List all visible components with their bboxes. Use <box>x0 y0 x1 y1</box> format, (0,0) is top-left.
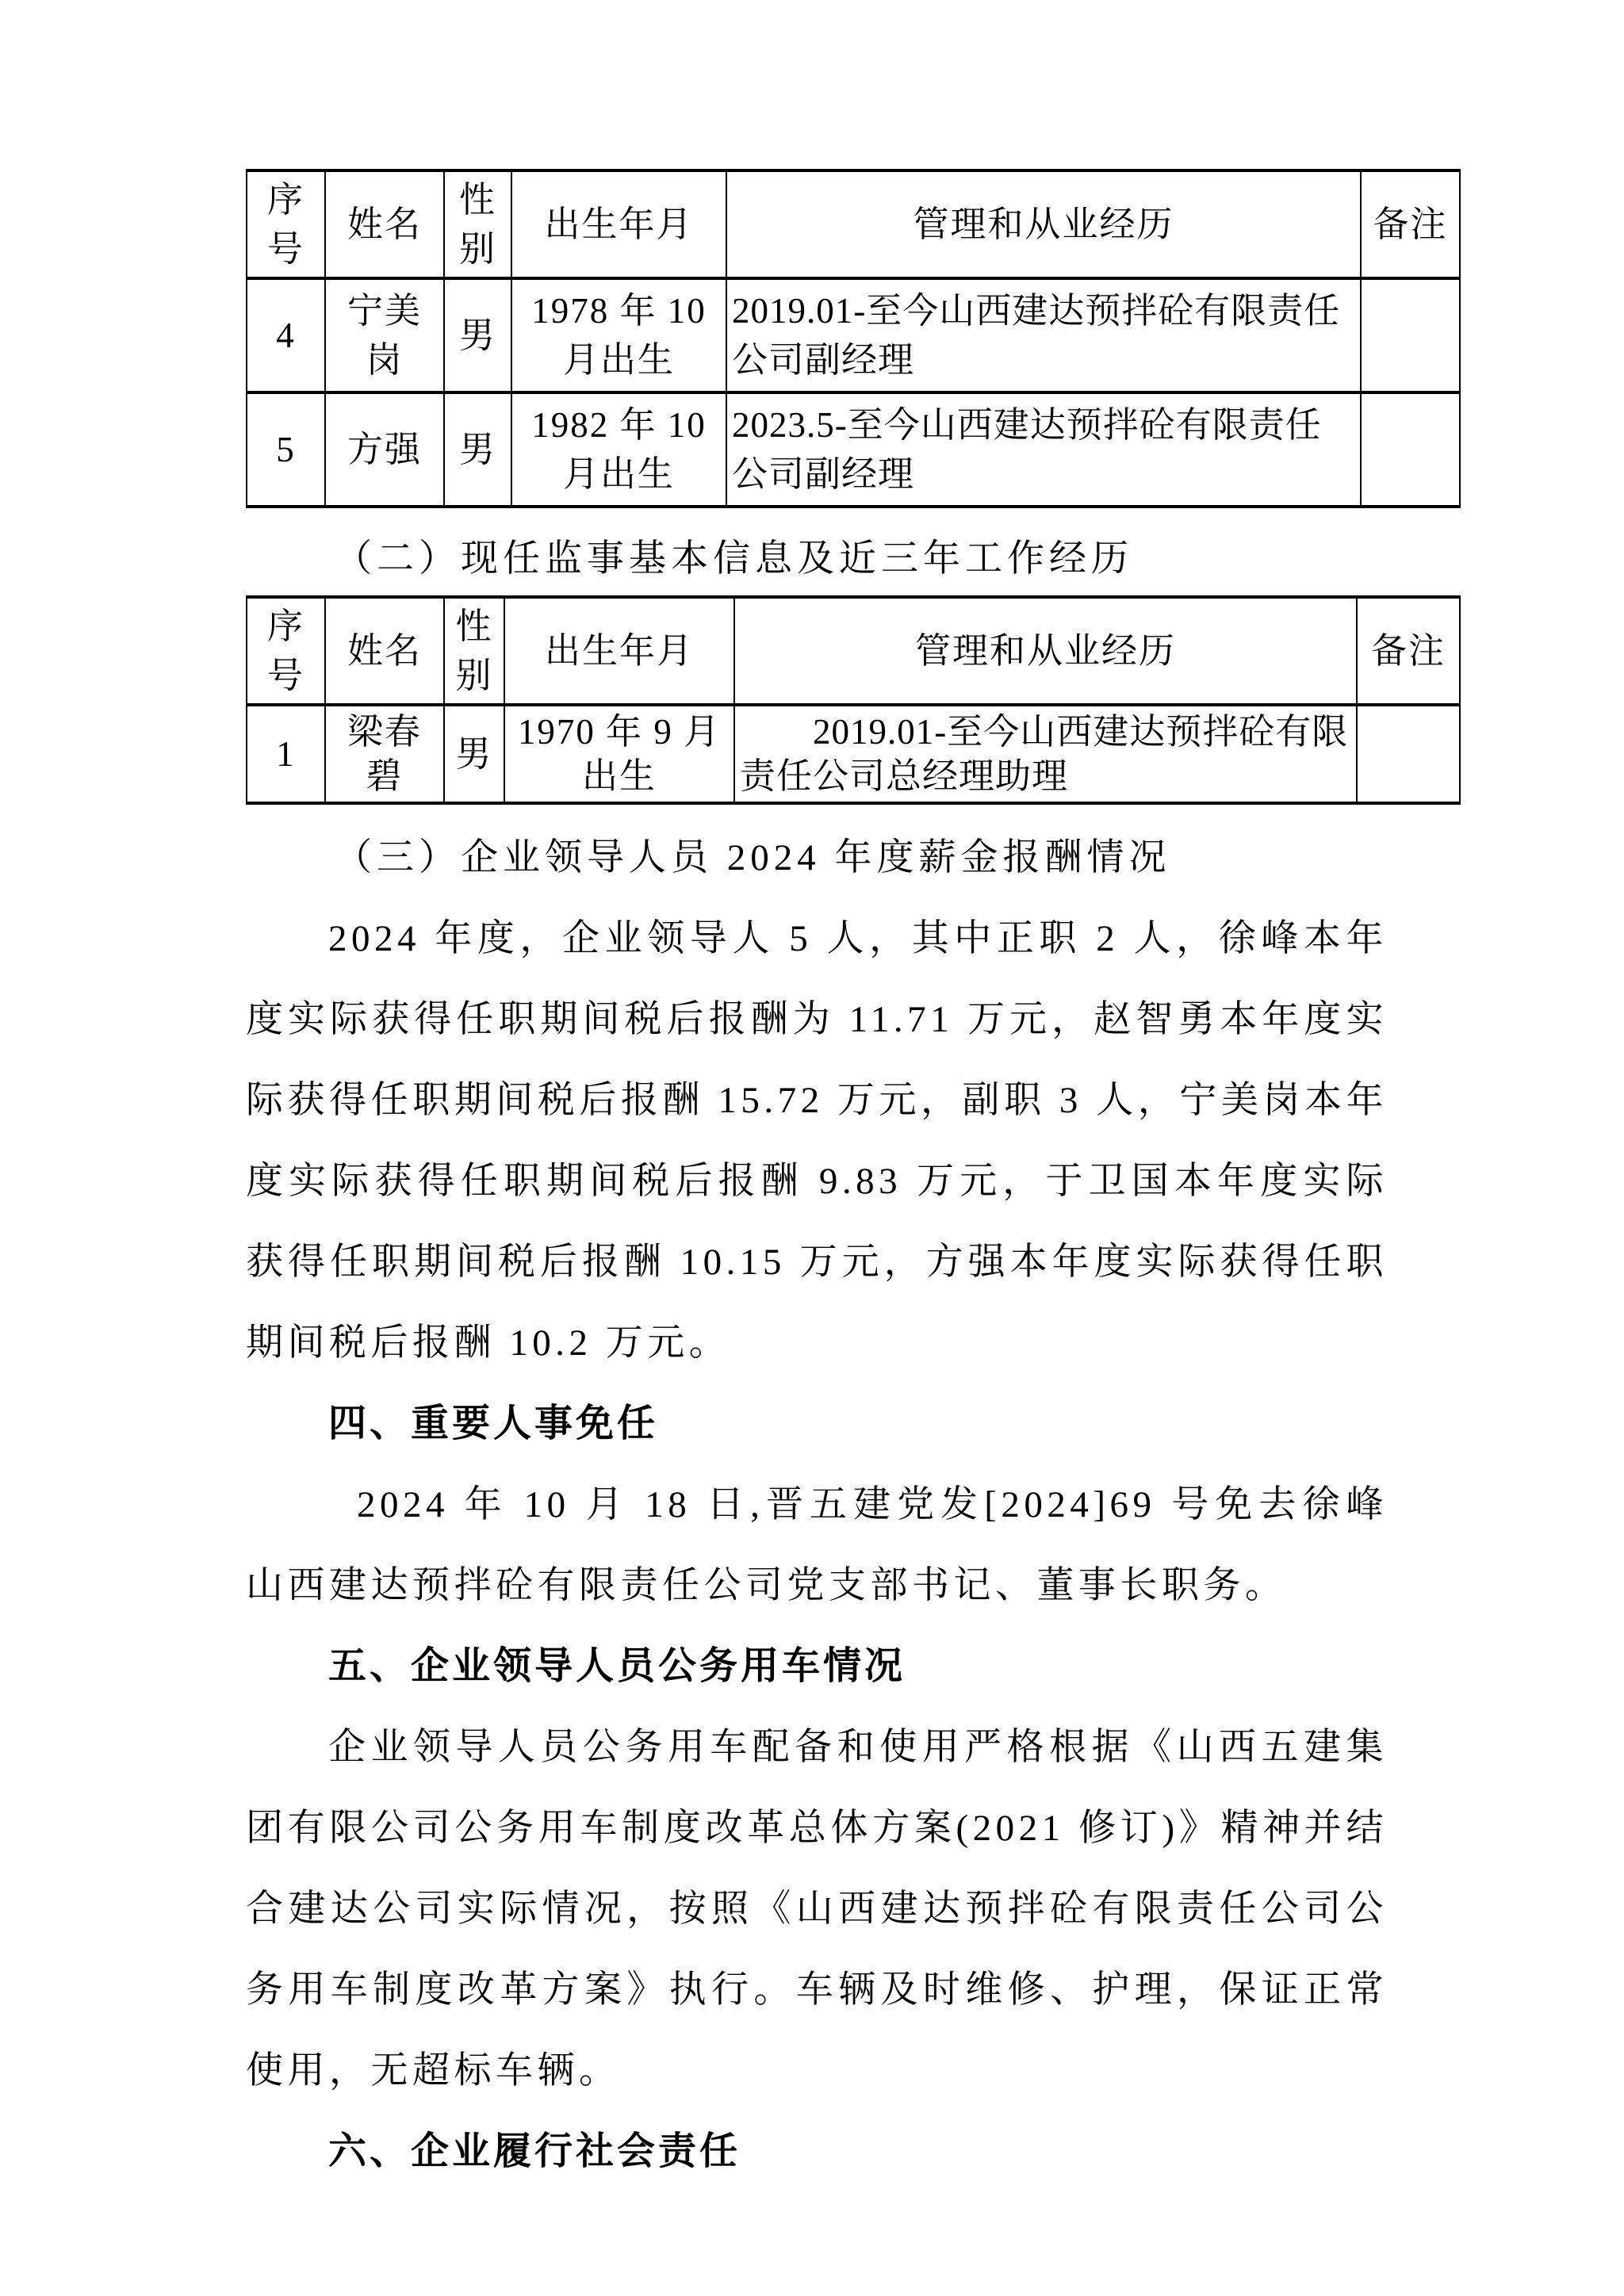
cell-seq: 1 <box>247 705 325 803</box>
cell-name: 梁春碧 <box>325 705 444 803</box>
cell-gender: 男 <box>444 392 511 507</box>
col-header-birth: 出生年月 <box>511 170 726 278</box>
directors-table <box>246 169 1461 508</box>
col-header-seq: 序号 <box>247 170 325 278</box>
cell-birth: 1978 年 10 月出生 <box>511 278 726 392</box>
salary-paragraph: 2024 年度，企业领导人 5 人，其中正职 2 人，徐峰本年度实际获得任职期间税后报酬为 11.71 万元，赵智勇本年度实际获得任职期间税后报酬 15.72 万元，副职 3 人，宁美岗本年度实际获得任职期间税后报酬 9.83 万元，于卫国本年度实际获得任职期间税后报酬 10.15 万元，方强本年度实际获得任职期间税后报酬 10.2 万元。 <box>246 918 1388 1364</box>
col-header-remark: 备注 <box>1361 170 1460 278</box>
cell-experience: 2023.5-至今山西建达预拌砼有限责任公司副经理 <box>726 392 1361 507</box>
col-header-birth: 出生年月 <box>504 597 734 705</box>
table-row <box>247 392 1460 507</box>
cell-remark <box>1357 705 1460 803</box>
supervisors-table <box>246 595 1461 805</box>
dismissal-paragraph: 2024 年 10 月 18 日,晋五建党发[2024]69 号免去徐峰山西建达预拌砼有限责任公司党支部书记、董事长职务。 <box>246 1484 1388 1606</box>
section-2-heading: （二）现任监事基本信息及近三年工作经历 <box>335 538 1133 580</box>
col-header-experience: 管理和从业经历 <box>734 597 1357 705</box>
supervisors-table-header-row <box>247 597 1460 705</box>
table-row <box>247 278 1460 392</box>
col-header-remark: 备注 <box>1357 597 1460 705</box>
cell-seq: 4 <box>247 278 325 392</box>
col-header-gender: 性别 <box>444 170 511 278</box>
cell-experience: 2019.01-至今山西建达预拌砼有限责任公司总经理助理 <box>734 705 1357 803</box>
cell-gender: 男 <box>444 278 511 392</box>
section-6-heading: 六、企业履行社会责任 <box>328 2130 741 2172</box>
cell-birth: 1970 年 9 月出生 <box>504 705 734 803</box>
cell-experience: 2019.01-至今山西建达预拌砼有限责任公司副经理 <box>726 278 1361 392</box>
section-5-heading: 五、企业领导人员公务用车情况 <box>328 1645 906 1687</box>
cell-name: 方强 <box>325 392 444 507</box>
cell-birth: 1982 年 10 月出生 <box>511 392 726 507</box>
col-header-gender: 性别 <box>444 597 504 705</box>
cell-remark <box>1361 278 1460 392</box>
col-header-name: 姓名 <box>325 597 444 705</box>
section-3-heading: （三）企业领导人员 2024 年度薪金报酬情况 <box>335 837 1171 878</box>
col-header-experience: 管理和从业经历 <box>726 170 1361 278</box>
directors-table-header-row <box>247 170 1460 278</box>
cell-name: 宁美岗 <box>325 278 444 392</box>
section-4-heading: 四、重要人事免任 <box>328 1402 659 1445</box>
cell-seq: 5 <box>247 392 325 507</box>
cell-remark <box>1361 392 1460 507</box>
cell-gender: 男 <box>444 705 504 803</box>
col-header-name: 姓名 <box>325 170 444 278</box>
vehicle-paragraph: 企业领导人员公务用车配备和使用严格根据《山西五建集团有限公司公务用车制度改革总体方案(2021 修订)》精神并结合建达公司实际情况，按照《山西建达预拌砼有限责任公司公务用车制度改革方案》执行。车辆及时维修、护理，保证正常使用，无超标车辆。 <box>246 1727 1388 2091</box>
col-header-seq: 序号 <box>247 597 325 705</box>
table-row <box>247 705 1460 803</box>
